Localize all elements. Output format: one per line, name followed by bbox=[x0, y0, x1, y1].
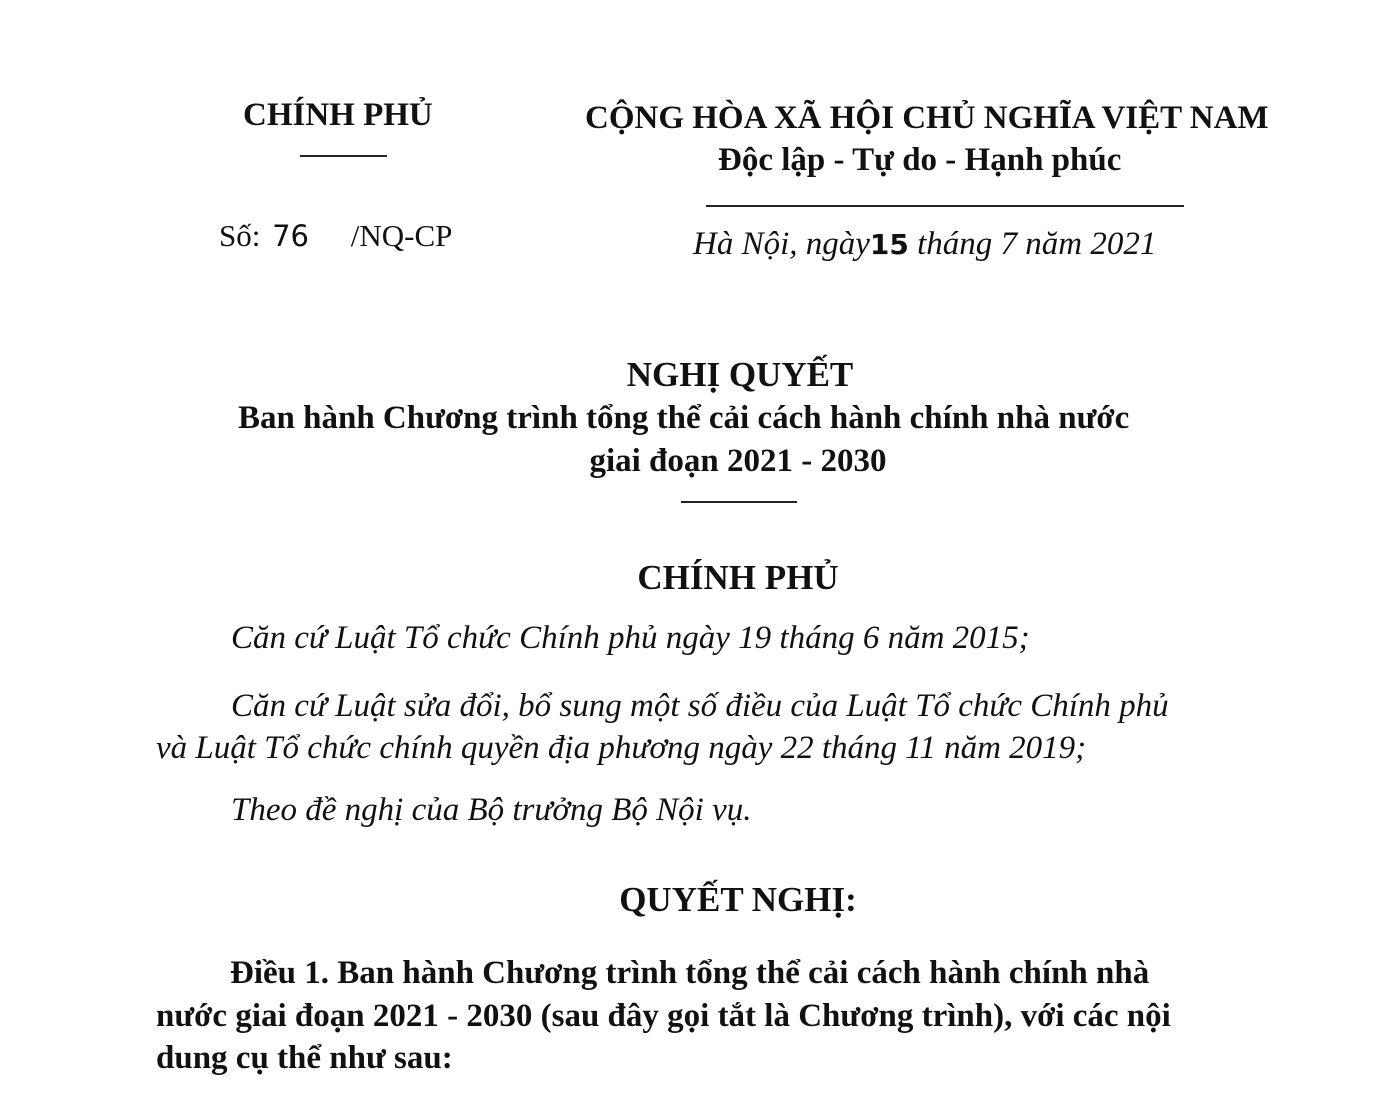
article-1-line-1: Điều 1. Ban hành Chương trình tổng thể cải cách hành chính nhà bbox=[230, 955, 1150, 991]
issue-date bbox=[693, 226, 1156, 263]
legal-basis-2-continued: và Luật Tổ chức chính quyền địa phương ngày 22 tháng 11 năm 2019; bbox=[156, 730, 1087, 766]
title-underline bbox=[681, 501, 797, 503]
article-1-line-2: nước giai đoạn 2021 - 2030 (sau đây gọi tắt là Chương trình), với các nội bbox=[156, 998, 1171, 1034]
agency-underline bbox=[300, 155, 387, 157]
document-number bbox=[219, 218, 452, 254]
resolution-title: NGHỊ QUYẾT bbox=[626, 355, 854, 394]
number-suffix: /NQ-CP bbox=[350, 218, 453, 253]
issuer-heading: CHÍNH PHỦ bbox=[637, 558, 839, 597]
date-prefix: Hà Nội, ngày bbox=[693, 226, 870, 262]
date-day: 15 bbox=[869, 228, 909, 261]
resolution-subtitle-line2: giai đoạn 2021 - 2030 bbox=[589, 443, 887, 479]
number-value: 76 bbox=[272, 219, 310, 253]
legal-basis-3: Theo đề nghị của Bộ trưởng Bộ Nội vụ. bbox=[231, 792, 752, 828]
article-1-line-3: dung cụ thể như sau: bbox=[156, 1040, 453, 1076]
decision-heading: QUYẾT NGHỊ: bbox=[619, 880, 857, 919]
issuing-agency: CHÍNH PHỦ bbox=[243, 97, 433, 133]
resolution-subtitle-line1: Ban hành Chương trình tổng thể cải cách hành chính nhà nước bbox=[238, 400, 1130, 436]
number-prefix: Số: bbox=[219, 218, 261, 253]
national-motto: Độc lập - Tự do - Hạnh phúc bbox=[718, 142, 1122, 178]
legal-basis-2: Căn cứ Luật sửa đổi, bổ sung một số điều của Luật Tổ chức Chính phủ bbox=[231, 688, 1169, 724]
nation-title: CỘNG HÒA XÃ HỘI CHỦ NGHĨA VIỆT NAM bbox=[585, 100, 1269, 136]
date-suffix: tháng 7 năm 2021 bbox=[908, 226, 1157, 262]
legal-basis-1: Căn cứ Luật Tổ chức Chính phủ ngày 19 tháng 6 năm 2015; bbox=[231, 620, 1030, 656]
motto-underline bbox=[706, 205, 1184, 207]
